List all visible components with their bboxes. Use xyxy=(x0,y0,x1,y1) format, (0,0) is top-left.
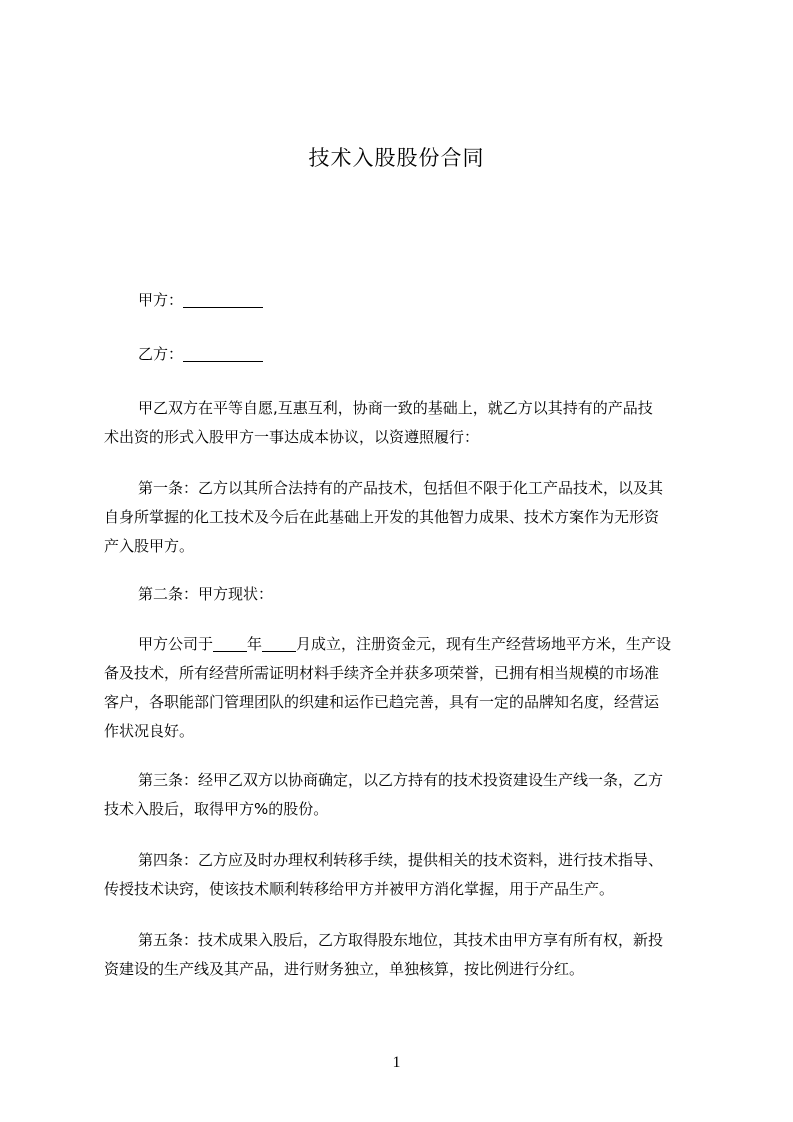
intro-line: 术出资的形式入股甲方一事达成本协议，以资遵照履行： xyxy=(104,428,480,446)
article-4-line: 第四条：乙方应及时办理权利转移手续，提供相关的技术资料，进行技术指导、 xyxy=(138,851,664,869)
article-5 xyxy=(104,926,704,984)
article-2-line: 作状况良好。 xyxy=(104,722,195,740)
intro-line: 甲乙双方在平等自愿,互惠互利，协商一致的基础上，就乙方以其持有的产品技 xyxy=(138,399,653,417)
party-b-label: 乙方： xyxy=(138,345,184,363)
article-5-line: 资建设的生产线及其产品，进行财务独立，单独核算，按比例进行分红。 xyxy=(104,960,585,978)
month-blank xyxy=(262,635,296,652)
party-a-blank xyxy=(183,291,263,308)
intro-paragraph xyxy=(104,394,704,452)
party-b-line xyxy=(104,340,704,369)
article-2-text-a: 甲方公司于 xyxy=(138,635,214,653)
article-3 xyxy=(104,766,704,824)
article-5-line: 第五条：技术成果入股后，乙方取得股东地位，其技术由甲方享有所有权，新投 xyxy=(138,931,664,949)
article-1-line: 产入股甲方。 xyxy=(104,537,195,555)
article-2-line: 备及技术，所有经营所需证明材料手续齐全并获多项荣誉，已拥有相当规模的市场准 xyxy=(104,664,660,682)
article-2-heading xyxy=(104,580,704,609)
article-2-text-c: 月成立，注册资金元，现有生产经营场地平方米，生产设 xyxy=(296,635,672,653)
article-3-line: 技术入股后，取得甲方%的股份。 xyxy=(104,800,329,818)
article-3-line: 第三条：经甲乙双方以协商确定，以乙方持有的技术投资建设生产线一条，乙方 xyxy=(138,771,664,789)
article-2-text-b: 年 xyxy=(247,635,263,653)
article-1-line: 自身所掌握的化工技术及今后在此基础上开发的其他智力成果、技术方案作为无形资 xyxy=(104,508,660,526)
page-number: 1 xyxy=(392,1054,401,1071)
article-2-line xyxy=(104,630,704,659)
article-2-line: 客户，各职能部门管理团队的织建和运作已趋完善，具有一定的品牌知名度，经营运 xyxy=(104,693,660,711)
article-1 xyxy=(104,474,704,561)
party-a-label: 甲方： xyxy=(138,291,184,309)
year-blank xyxy=(213,635,247,652)
article-2-heading-text: 第二条：甲方现状： xyxy=(138,585,274,603)
article-4 xyxy=(104,846,704,904)
article-4-line: 传授技术诀窍，使该技术顺利转移给甲方并被甲方消化掌握，用于产品生产。 xyxy=(104,880,615,898)
contract-title: 技术入股股份合同 xyxy=(308,146,485,170)
party-b-blank xyxy=(183,345,263,362)
article-1-line: 第一条：乙方以其所合法持有的产品技术，包括但不限于化工产品技术，以及其 xyxy=(138,479,664,497)
article-2 xyxy=(104,630,704,746)
party-a-line xyxy=(104,286,704,315)
